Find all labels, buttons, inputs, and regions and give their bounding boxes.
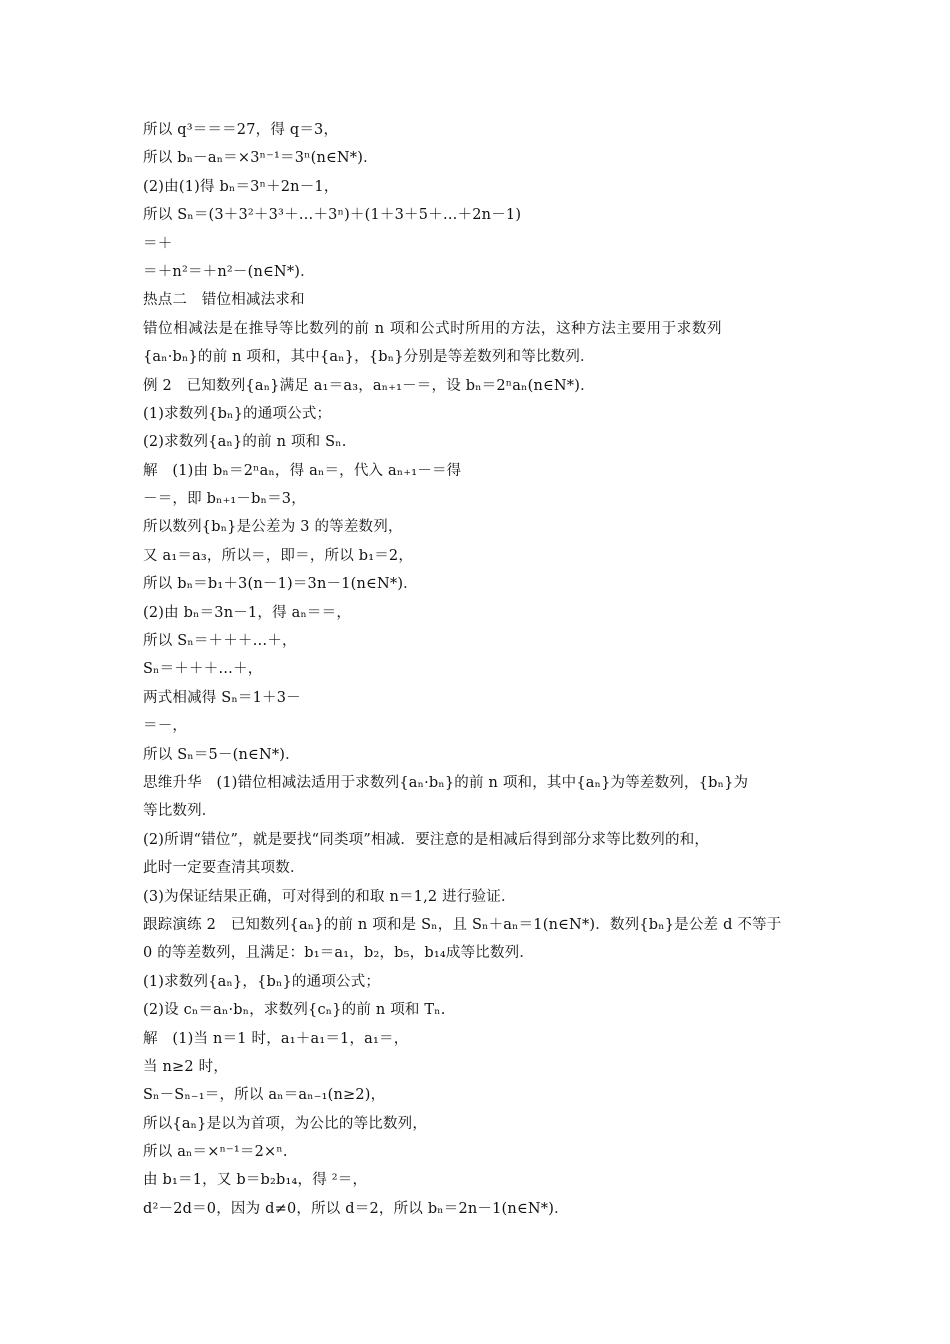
- text-line: Sₙ＝＋＋＋…＋，: [143, 661, 263, 678]
- text-line: (2)设 cₙ＝aₙ·bₙ，求数列{cₙ}的前 n 项和 Tₙ.: [143, 1002, 446, 1019]
- text-line: {aₙ·bₙ}的前 n 项和，其中{aₙ}，{bₙ}分别是等差数列和等比数列．: [143, 349, 595, 366]
- text-line: 错位相减法是在推导等比数列的前 n 项和公式时所用的方法，这种方法主要用于求数列: [143, 320, 723, 337]
- text-line: ＝－，: [143, 718, 188, 735]
- text-line: 两式相减得 Sₙ＝1＋3－: [143, 689, 301, 706]
- text-line: (1)求数列{aₙ}，{bₙ}的通项公式；: [143, 973, 381, 990]
- exercise-heading: 跟踪演练 2 已知数列{aₙ}的前 n 项和是 Sₙ，且 Sₙ＋aₙ＝1(n∈N*)．数列{bₙ}是公差 d 不等于: [143, 916, 782, 933]
- text-line: (3)为保证结果正确，可对得到的和取 n＝1,2 进行验证．: [143, 888, 516, 905]
- section-heading: 热点二 错位相减法求和: [143, 292, 305, 309]
- text-line: (2)由 bₙ＝3n－1，得 aₙ＝＝，: [143, 604, 352, 621]
- solution-line: 解 (1)由 bₙ＝2ⁿaₙ，得 aₙ＝，代入 aₙ₊₁－＝得: [143, 462, 462, 479]
- text-line: 所以 bₙ＝b₁＋3(n－1)＝3n－1(n∈N*)．: [143, 576, 418, 593]
- text-line: 所以 q³＝＝＝27，得 q＝3，: [143, 122, 339, 138]
- text-line: －＝，即 bₙ₊₁－bₙ＝3，: [143, 491, 306, 508]
- text-line: 又 a₁＝a₃，所以＝，即＝，所以 b₁＝2，: [143, 547, 414, 564]
- text-line: 所以 aₙ＝×ⁿ⁻¹＝2×ⁿ.: [143, 1144, 288, 1161]
- text-line: (2)求数列{aₙ}的前 n 项和 Sₙ.: [143, 434, 347, 451]
- text-line: 所以 Sₙ＝(3＋3²＋3³＋…＋3ⁿ)＋(1＋3＋5＋…＋2n－1): [143, 207, 522, 224]
- text-line: 所以 Sₙ＝＋＋＋…＋，: [143, 633, 297, 650]
- text-line: (2)由(1)得 bₙ＝3ⁿ＋2n－1，: [143, 178, 339, 195]
- solution-line: 解 (1)当 n＝1 时，a₁＋a₁＝1，a₁＝，: [143, 1030, 409, 1047]
- text-line: 等比数列．: [143, 803, 217, 820]
- text-line: (1)求数列{bₙ}的通项公式；: [143, 405, 332, 422]
- text-line: 由 b₁＝1，又 b＝b₂b₁₄，得 ²＝，: [143, 1172, 368, 1189]
- text-line: 所以 Sₙ＝5－(n∈N*)．: [143, 746, 300, 763]
- text-line: ＝＋: [143, 235, 173, 252]
- example-heading: 例 2 已知数列{aₙ}满足 a₁＝a₃，aₙ₊₁－＝，设 bₙ＝2ⁿaₙ(n∈N*)．: [143, 377, 595, 394]
- text-line: 所以数列{bₙ}是公差为 3 的等差数列，: [143, 519, 403, 536]
- text-line: 所以{aₙ}是以为首项，为公比的等比数列，: [143, 1115, 428, 1132]
- text-line: Sₙ－Sₙ₋₁＝，所以 aₙ＝aₙ₋₁(n≥2)，: [143, 1087, 386, 1104]
- summary-line: 思维升华 (1)错位相减法适用于求数列{aₙ·bₙ}的前 n 项和，其中{aₙ}为等差数列，{bₙ}为: [143, 774, 749, 791]
- text-line: 当 n≥2 时，: [143, 1058, 229, 1075]
- text-line: 0 的等差数列，且满足：b₁＝a₁，b₂，b₅，b₁₄成等比数列．: [143, 945, 535, 962]
- document-body: [143, 116, 823, 1223]
- text-line: d²－2d＝0，因为 d≠0，所以 d＝2，所以 bₙ＝2n－1(n∈N*)．: [143, 1200, 569, 1217]
- text-line: 此时一定要查清其项数．: [143, 860, 305, 877]
- text-line: ＝＋n²＝＋n²－(n∈N*)．: [143, 263, 315, 280]
- text-line: 所以 bₙ－aₙ＝×3ⁿ⁻¹＝3ⁿ(n∈N*)．: [143, 150, 378, 167]
- text-line: (2)所谓“错位”，就是要找“同类项”相减．要注意的是相减后得到部分求等比数列的和，: [143, 831, 710, 848]
